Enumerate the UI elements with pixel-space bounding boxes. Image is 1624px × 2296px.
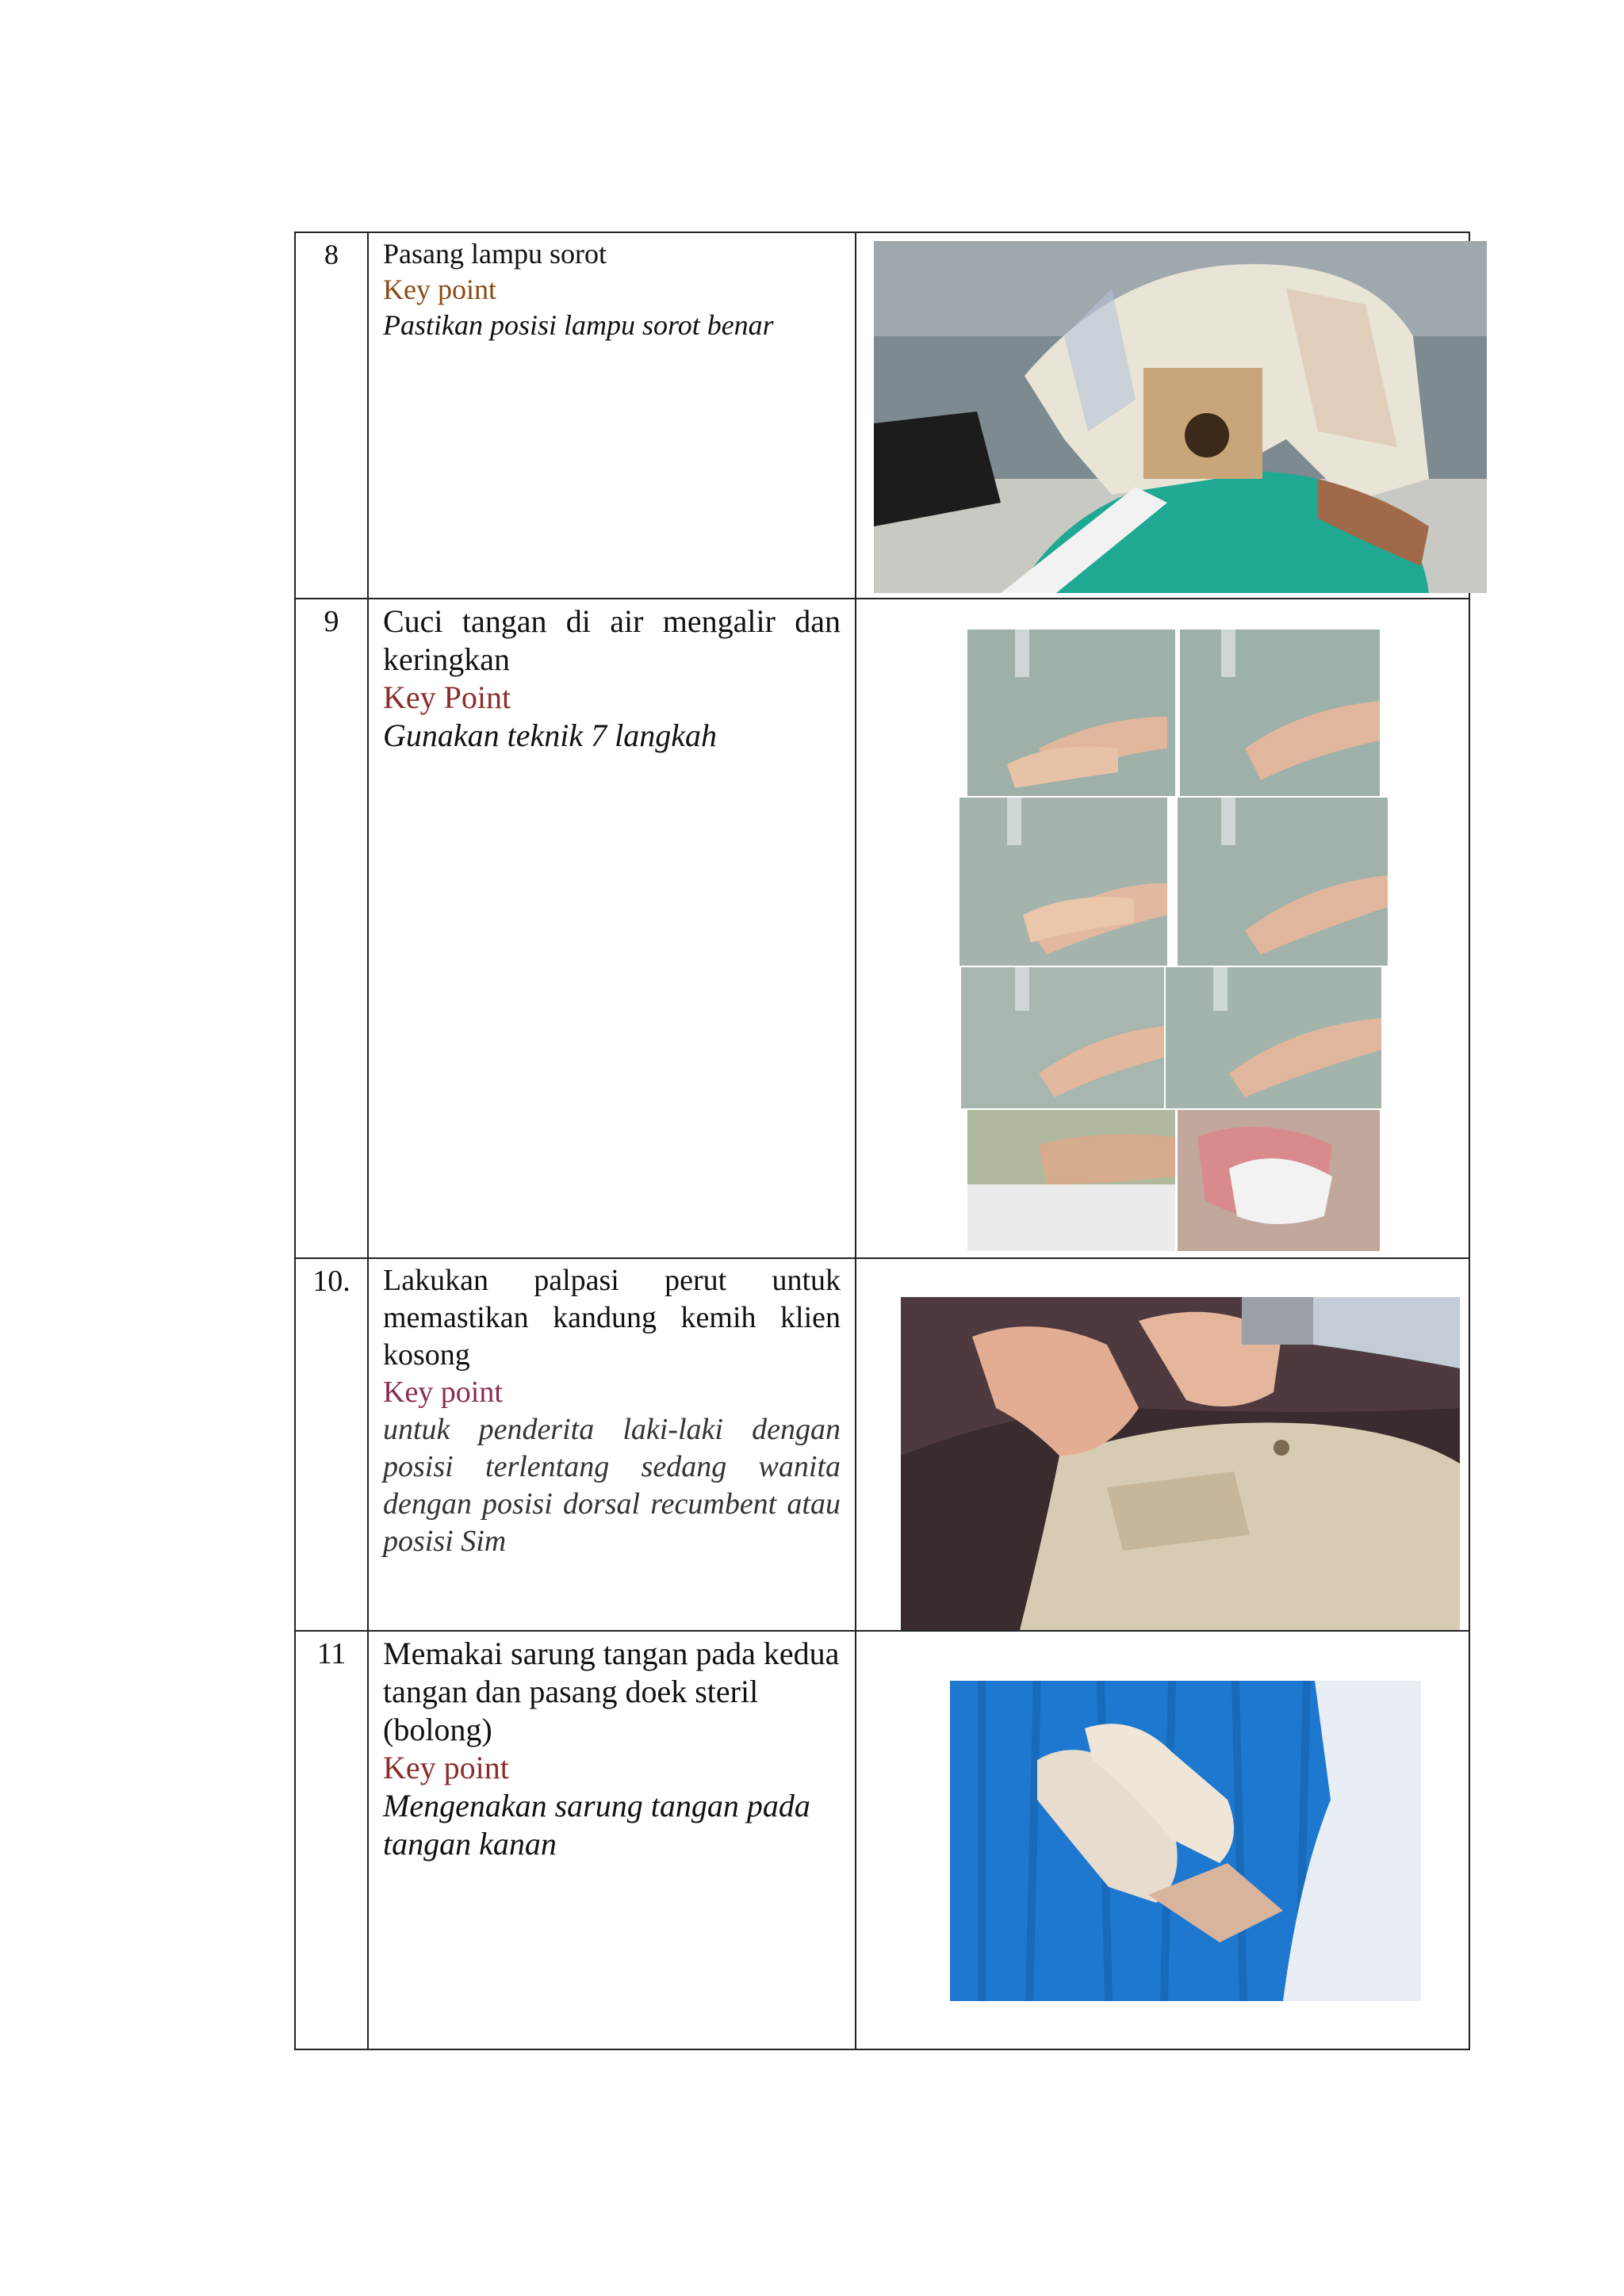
step-photo-cell xyxy=(856,599,1469,1258)
step-description: Memakai sarung tangan pada kedua tangan dan pasang doek steril (bolong) xyxy=(383,1636,840,1747)
step-photo-cell xyxy=(856,1631,1469,2049)
step-text-cell xyxy=(368,1631,856,2049)
step-photo-cell xyxy=(856,232,1469,599)
step-number: 8 xyxy=(324,239,339,270)
step-description: Pasang lampu sorot xyxy=(383,238,607,270)
step-text-cell xyxy=(368,232,856,599)
step-description: Lakukan palpasi perut untuk memastikan kandung kemih klien kosong xyxy=(383,1264,841,1372)
step-number: 11 xyxy=(316,1637,347,1670)
lamp-positioning-photo xyxy=(874,241,1487,593)
step-number: 9 xyxy=(324,605,339,638)
wearing-gloves-photo xyxy=(950,1681,1421,2001)
key-point-text: Pastikan posisi lampu sorot benar xyxy=(383,309,774,341)
table-row xyxy=(295,1258,1469,1631)
step-number: 10. xyxy=(312,1265,350,1298)
key-point-text: Mengenakan sarung tangan pada tangan kanan xyxy=(383,1788,810,1862)
step-number-cell xyxy=(295,232,368,599)
key-point-label: Key point xyxy=(383,1376,503,1409)
procedure-table xyxy=(294,232,1470,2050)
key-point-label: Key Point xyxy=(383,679,511,715)
abdominal-palpation-photo xyxy=(901,1297,1460,1630)
key-point-label: Key point xyxy=(383,1750,509,1785)
handwashing-steps-collage xyxy=(959,629,1388,1251)
step-number-cell xyxy=(295,1258,368,1631)
table-row xyxy=(295,1631,1469,2049)
key-point-label: Key point xyxy=(383,274,496,305)
table-row xyxy=(295,599,1469,1258)
table-row xyxy=(295,232,1469,599)
step-text-cell xyxy=(368,1258,856,1631)
step-number-cell xyxy=(295,599,368,1258)
step-text-cell xyxy=(368,599,856,1258)
key-point-text: untuk penderita laki-laki dengan posisi terlentang sedang wanita dengan posisi dorsal recumbent atau posisi Sim xyxy=(383,1413,841,1558)
step-description: Cuci tangan di air mengalir dan keringkan xyxy=(383,603,841,677)
step-number-cell xyxy=(295,1631,368,2049)
step-photo-cell xyxy=(856,1258,1469,1631)
key-point-text: Gunakan teknik 7 langkah xyxy=(383,718,717,753)
